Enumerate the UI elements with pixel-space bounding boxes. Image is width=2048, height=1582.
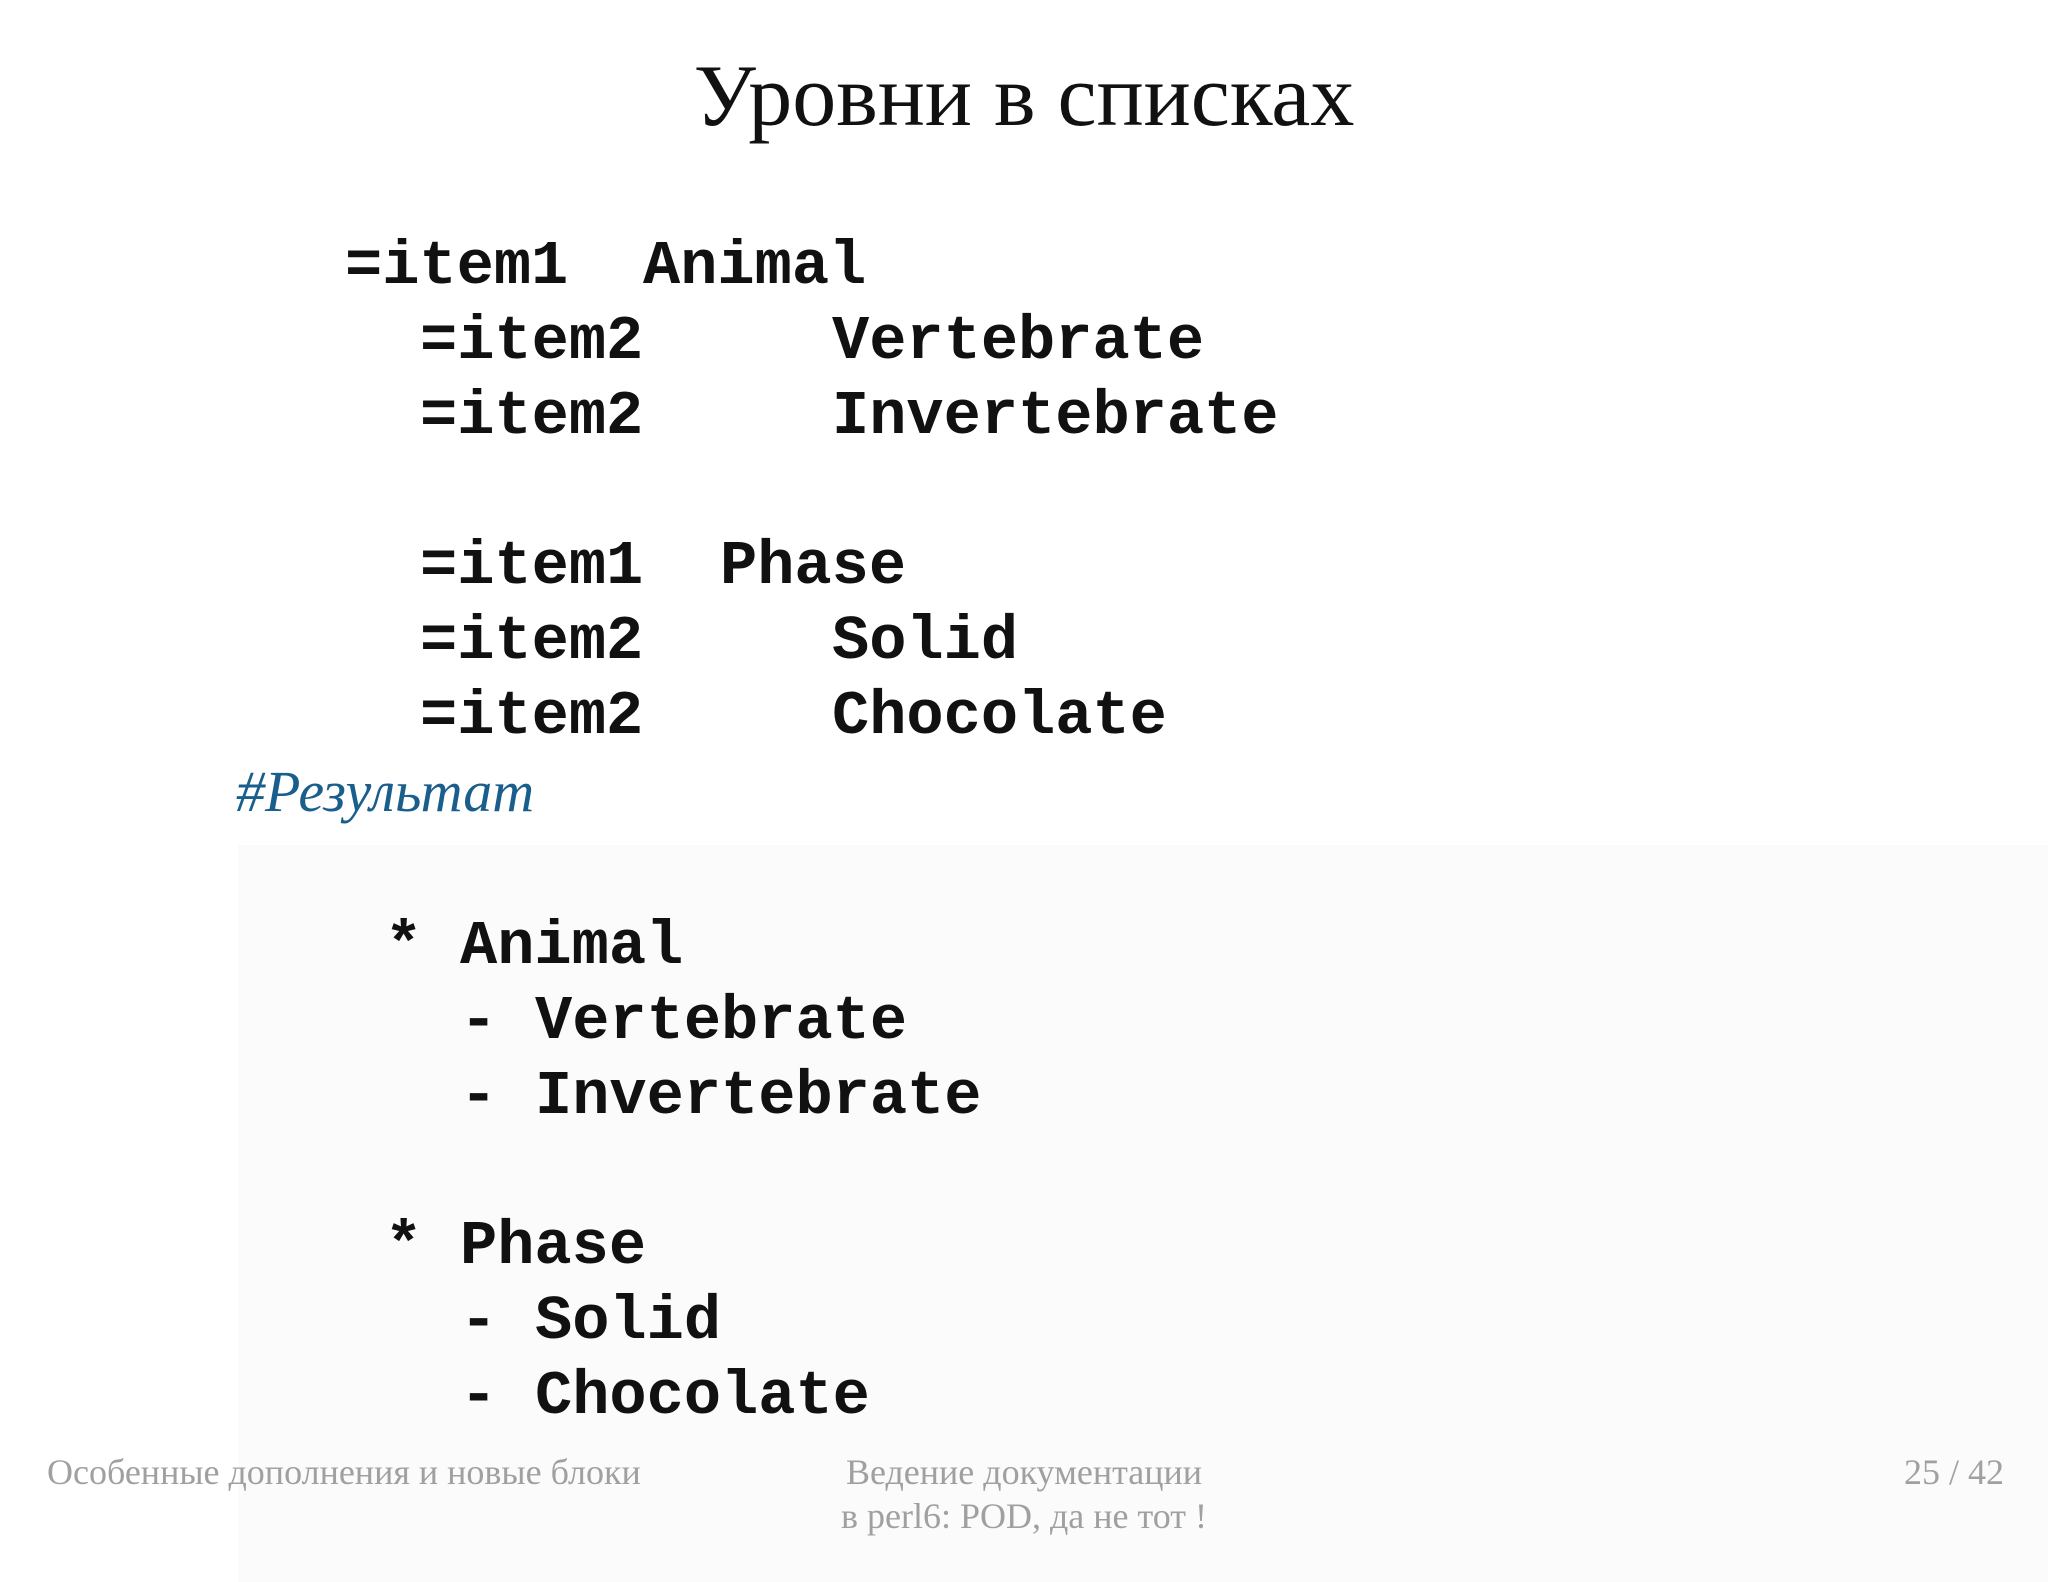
code-line	[345, 229, 867, 304]
code-line-tag: =item1	[420, 531, 644, 602]
result-item-text: Solid	[535, 1286, 722, 1357]
code-line-blank	[345, 454, 568, 529]
footer-talk-title-line1: Ведение документации	[845, 1452, 1203, 1492]
dash-marker: -	[460, 986, 498, 1057]
code-line-label: Animal	[643, 231, 867, 302]
code-line-label: Phase	[720, 531, 907, 602]
code-line	[345, 679, 1167, 754]
bullet-marker: *	[385, 1211, 423, 1282]
code-line	[345, 604, 1019, 679]
result-item-text: Animal	[460, 911, 684, 982]
code-line-tag: =item2	[420, 381, 644, 452]
dash-marker: -	[460, 1286, 498, 1357]
dash-marker: -	[460, 1061, 498, 1132]
result-list-item	[385, 1359, 870, 1434]
rendered-result-list	[385, 909, 982, 1434]
code-line-tag: =item2	[420, 306, 644, 377]
result-item-text: Invertebrate	[535, 1061, 982, 1132]
result-list-item	[385, 909, 684, 984]
bullet-marker: *	[385, 911, 423, 982]
dash-marker: -	[460, 1361, 498, 1432]
code-line	[345, 379, 1279, 454]
footer-talk-title-line2: в perl6: POD, да не тот !	[840, 1496, 1208, 1536]
footer-section-title: Особенные дополнения и новые блоки	[47, 1452, 641, 1492]
result-list-item	[385, 1059, 982, 1134]
code-line	[345, 529, 907, 604]
result-list-item	[385, 1284, 722, 1359]
footer-talk-title	[724, 1450, 1324, 1538]
pod-source-code	[345, 229, 1279, 754]
result-line-blank	[385, 1134, 608, 1209]
slide-title: Уровни в списках	[693, 48, 1355, 145]
code-line-label: Chocolate	[832, 681, 1167, 752]
result-list-item	[385, 1209, 647, 1284]
code-line-tag: =item1	[345, 231, 569, 302]
code-line-tag: =item2	[420, 606, 644, 677]
code-line-label: Vertebrate	[832, 306, 1205, 377]
code-line	[345, 304, 1205, 379]
code-line-label: Solid	[832, 606, 1019, 677]
code-line-tag: =item2	[420, 681, 644, 752]
code-line-label: Invertebrate	[832, 381, 1279, 452]
result-item-text: Vertebrate	[535, 986, 908, 1057]
result-list-item	[385, 984, 908, 1059]
result-item-text: Chocolate	[535, 1361, 870, 1432]
result-heading: #Результат	[236, 759, 535, 824]
page-counter: 25 / 42	[1903, 1452, 2004, 1492]
result-item-text: Phase	[460, 1211, 647, 1282]
